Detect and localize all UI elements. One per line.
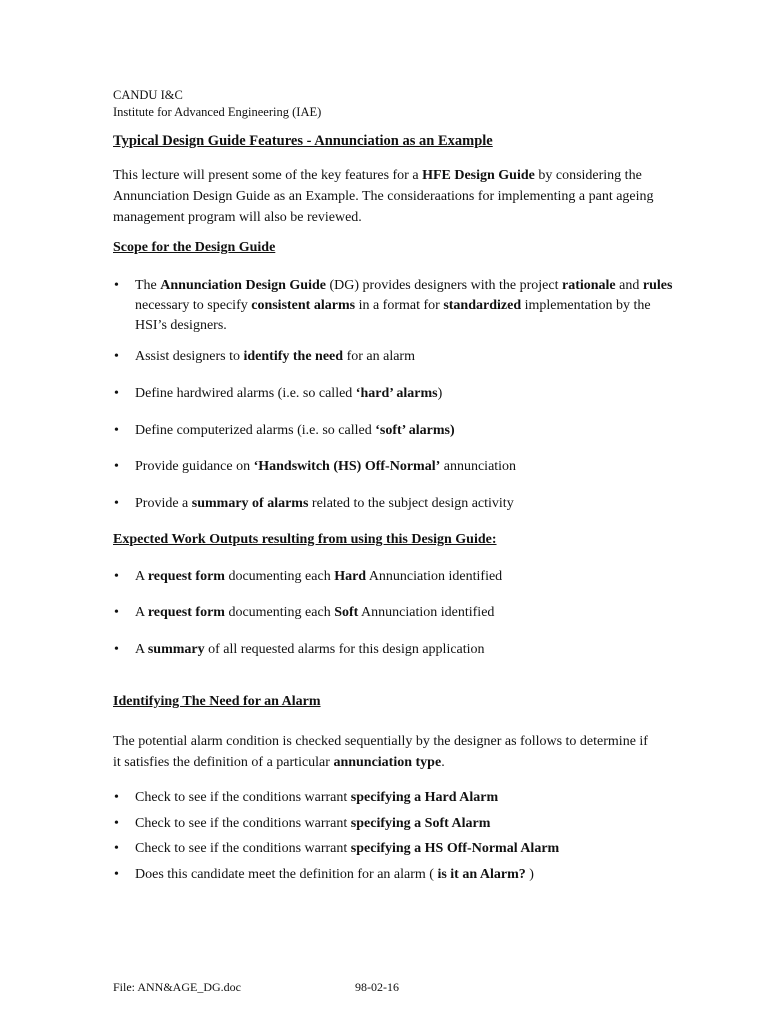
list-item: • A summary of all requested alarms for this design application (113, 640, 673, 660)
scope-list (113, 276, 673, 336)
header-org: CANDU I&C (113, 88, 183, 102)
scope-list-3 (113, 384, 673, 404)
intro-paragraph: This lecture will present some of the key features for a HFE Design Guide by considering the Annunciation Design Guide as an Example. The consideraations for implementing a pant ageing management program will also be reviewed. (113, 168, 654, 225)
list-item: • Does this candidate meet the definition for an alarm ( is it an Alarm? ) (113, 862, 673, 888)
header-institute: Institute for Advanced Engineering (IAE) (113, 105, 322, 119)
list-item: • Provide a summary of alarms related to the subject design activity (113, 494, 673, 514)
need-list (113, 785, 673, 887)
need-paragraph: The potential alarm condition is checked sequentially by the designer as follows to determine if it satisfies the definition of a particular annunciation type. (113, 734, 648, 770)
list-item: • A request form documenting each Hard Annunciation identified (113, 567, 673, 587)
scope-list-6 (113, 494, 673, 514)
scope-list-5 (113, 457, 673, 477)
scope-list-2 (113, 347, 673, 367)
list-item: • Check to see if the conditions warrant specifying a Soft Alarm (113, 811, 673, 837)
list-item: • A request form documenting each Soft Annunciation identified (113, 603, 673, 623)
scope-heading: Scope for the Design Guide (113, 240, 276, 255)
document-header (113, 87, 321, 121)
footer-date: 98-02-16 (355, 980, 399, 994)
list-item: • Check to see if the conditions warrant specifying a Hard Alarm (113, 785, 673, 811)
list-item: • The Annunciation Design Guide (DG) provides designers with the project rationale and rules necessary to specify consistent alarms in a format for standardized implementation by the HSI’s designers. (113, 276, 673, 336)
page-title: Typical Design Guide Features - Annunciation as an Example (113, 133, 493, 149)
scope-list-4 (113, 421, 673, 441)
outputs-list-3 (113, 640, 673, 660)
outputs-heading: Expected Work Outputs resulting from using this Design Guide: (113, 532, 497, 547)
list-item: • Assist designers to identify the need for an alarm (113, 347, 673, 367)
need-heading: Identifying The Need for an Alarm (113, 694, 321, 709)
outputs-list-1 (113, 567, 673, 587)
list-item: • Define hardwired alarms (i.e. so called ‘hard’ alarms) (113, 384, 673, 404)
outputs-list-2 (113, 603, 673, 623)
list-item: • Provide guidance on ‘Handswitch (HS) Off-Normal’ annunciation (113, 457, 673, 477)
footer-filename: File: ANN&AGE_DG.doc (113, 980, 241, 994)
list-item: • Check to see if the conditions warrant specifying a HS Off-Normal Alarm (113, 836, 673, 862)
list-item: • Define computerized alarms (i.e. so called ‘soft’ alarms) (113, 421, 673, 441)
